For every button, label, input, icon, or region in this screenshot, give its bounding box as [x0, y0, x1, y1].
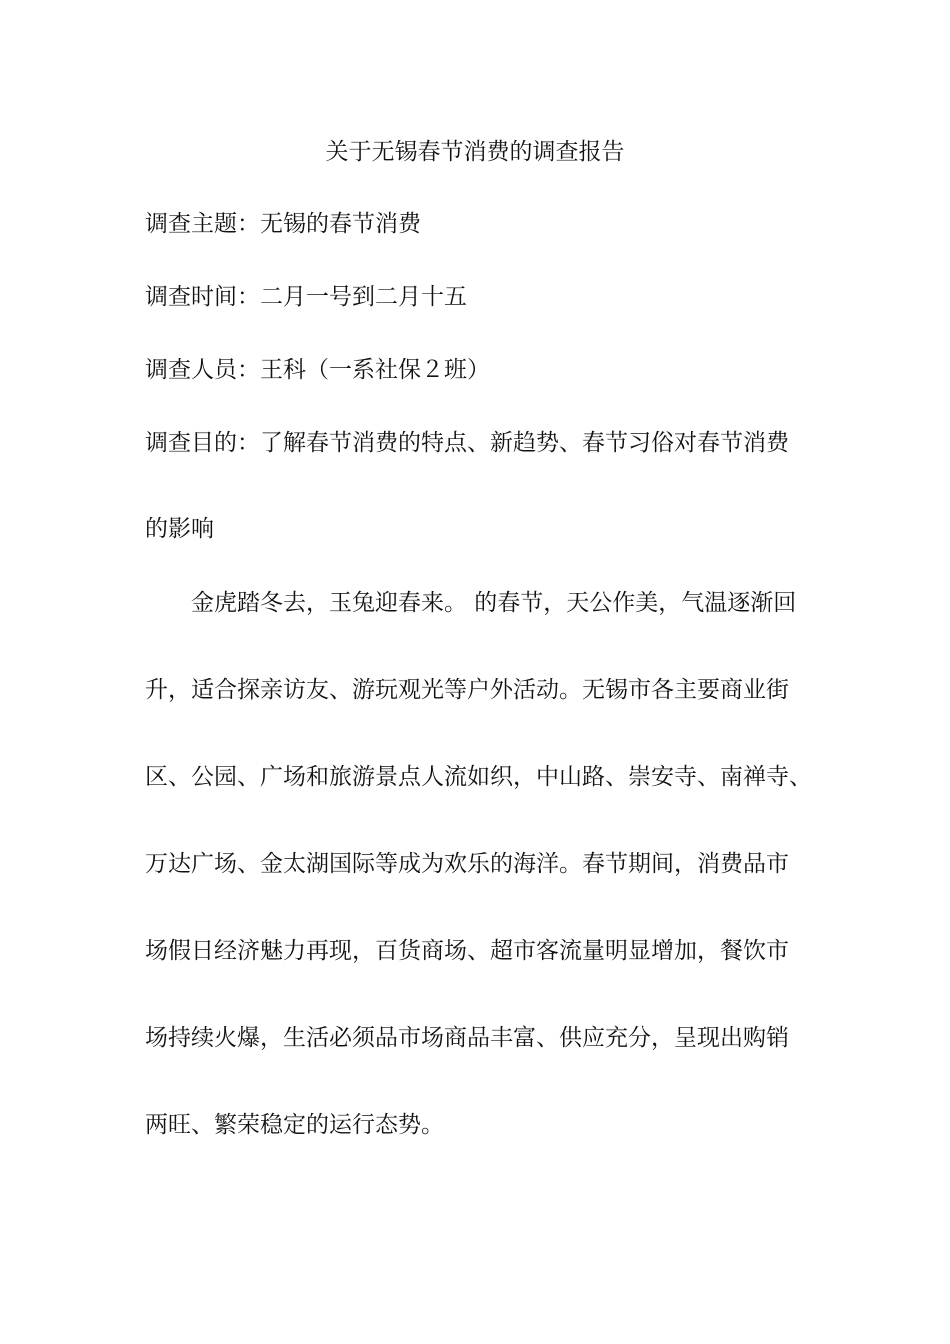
document-title: 关于无锡春节消费的调查报告: [325, 139, 625, 165]
survey-purpose-continued: 的影响: [145, 516, 214, 542]
body-paragraph-line: 场假日经济魅力再现，百货商场、超市客流量明显增加，餐饮市: [145, 938, 789, 964]
body-paragraph-line: 两旺、繁荣稳定的运行态势。: [145, 1112, 444, 1138]
body-paragraph-line: 升，适合探亲访友、游玩观光等户外活动。无锡市各主要商业街: [145, 677, 789, 703]
survey-purpose-line: 调查目的：了解春节消费的特点、新趋势、春节习俗对春节消费: [145, 430, 789, 456]
survey-topic-line: 调查主题：无锡的春节消费: [145, 211, 421, 237]
body-paragraph-line: 万达广场、金太湖国际等成为欢乐的海洋。春节期间，消费品市: [145, 851, 789, 877]
body-paragraph-line: 金虎踏冬去，玉兔迎春来。 的春节，天公作美，气温逐渐回: [191, 590, 797, 616]
survey-staff-line: 调查人员：王科（一系社保２班）: [145, 357, 490, 383]
body-paragraph-line: 区、公园、广场和旅游景点人流如织，中山路、崇安寺、南禅寺、: [145, 764, 812, 790]
body-paragraph-line: 场持续火爆，生活必须品市场商品丰富、供应充分，呈现出购销: [145, 1025, 789, 1051]
survey-time-line: 调查时间：二月一号到二月十五: [145, 284, 467, 310]
